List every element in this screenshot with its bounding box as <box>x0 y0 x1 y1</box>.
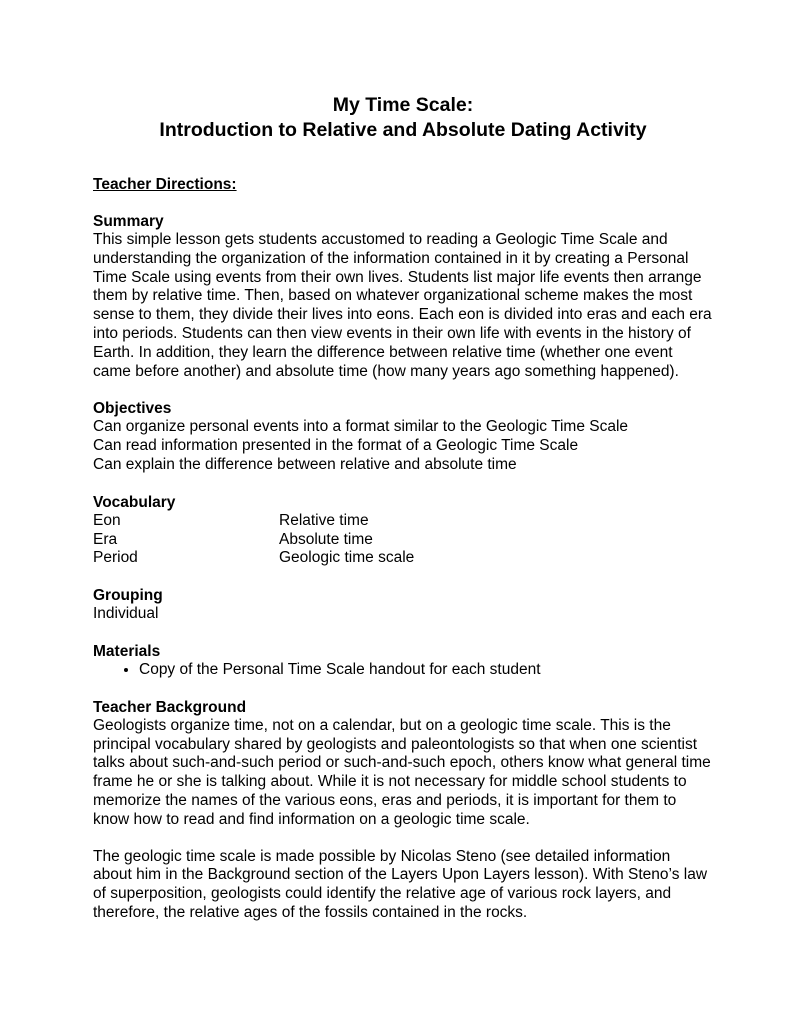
teacher-background-paragraph-2: The geologic time scale is made possible by Nicolas Steno (see detailed information about him in the Background section of the Layers Upon Layers lesson). With Steno’s law of superposition, geologists could identify the relative age of various rock layers, and therefore, the relative ages of the fossils contained in the rocks. <box>93 847 708 921</box>
objective-item: Can explain the difference between relative and absolute time <box>93 455 517 473</box>
objective-item: Can read information presented in the format of a Geologic Time Scale <box>93 437 579 455</box>
title-line-1: My Time Scale: <box>332 94 474 116</box>
materials-section <box>93 642 713 680</box>
teacher-background-paragraph-1: Geologists organize time, not on a calendar, but on a geologic time scale. This is the principal vocabulary shared by geologists and paleontologists so that when one scientist talks about such-and-such period or such-and-such epoch, others know what general time frame he or she is talking about. While it is not necessary for middle school students to memorize the names of the various eons, eras and periods, it is important for them to know how to read and find information on a geologic time scale. <box>93 716 711 828</box>
vocabulary-heading: Vocabulary <box>93 493 176 511</box>
vocabulary-row <box>93 512 713 531</box>
title-line-2: Introduction to Relative and Absolute Dating Activity <box>159 119 647 141</box>
teacher-background-section <box>93 698 713 923</box>
teacher-background-heading: Teacher Background <box>93 698 247 716</box>
materials-list <box>93 661 713 680</box>
summary-text: This simple lesson gets students accustomed to reading a Geologic Time Scale and understanding the organization of the information contained in it by creating a Personal Time Scale using events from their own lives. Students list major life events then arrange them by relative time. Then, based on whatever organizational scheme makes the most sense to them, they divide their lives into eons. Each eon is divided into eras and each era into periods. Students can then view events in their own life with events in the history of Earth. In addition, they learn the difference between relative time (whether one event came before another) and absolute time (how many years ago something happened). <box>93 231 712 380</box>
materials-heading: Materials <box>93 642 161 660</box>
teacher-directions-heading: Teacher Directions: <box>93 176 237 193</box>
vocabulary-term: Geologic time scale <box>279 549 415 567</box>
document-page <box>93 93 713 923</box>
grouping-text: Individual <box>93 605 159 623</box>
objectives-section <box>93 399 713 474</box>
objectives-heading: Objectives <box>93 400 172 418</box>
grouping-section <box>93 586 713 624</box>
vocabulary-term: Era <box>93 530 118 548</box>
vocabulary-term: Eon <box>93 511 121 529</box>
vocabulary-section <box>93 493 713 568</box>
vocabulary-row <box>93 531 713 550</box>
summary-heading: Summary <box>93 213 164 230</box>
vocabulary-term: Relative time <box>279 511 369 529</box>
objective-item: Can organize personal events into a format similar to the Geologic Time Scale <box>93 418 629 436</box>
vocabulary-term: Absolute time <box>279 530 373 548</box>
vocabulary-term: Period <box>93 549 138 567</box>
vocabulary-row <box>93 549 713 568</box>
document-title <box>93 93 713 143</box>
grouping-heading: Grouping <box>93 587 163 605</box>
summary-section <box>93 212 713 381</box>
materials-item: • Copy of the Personal Time Scale handout for each student <box>139 661 713 680</box>
